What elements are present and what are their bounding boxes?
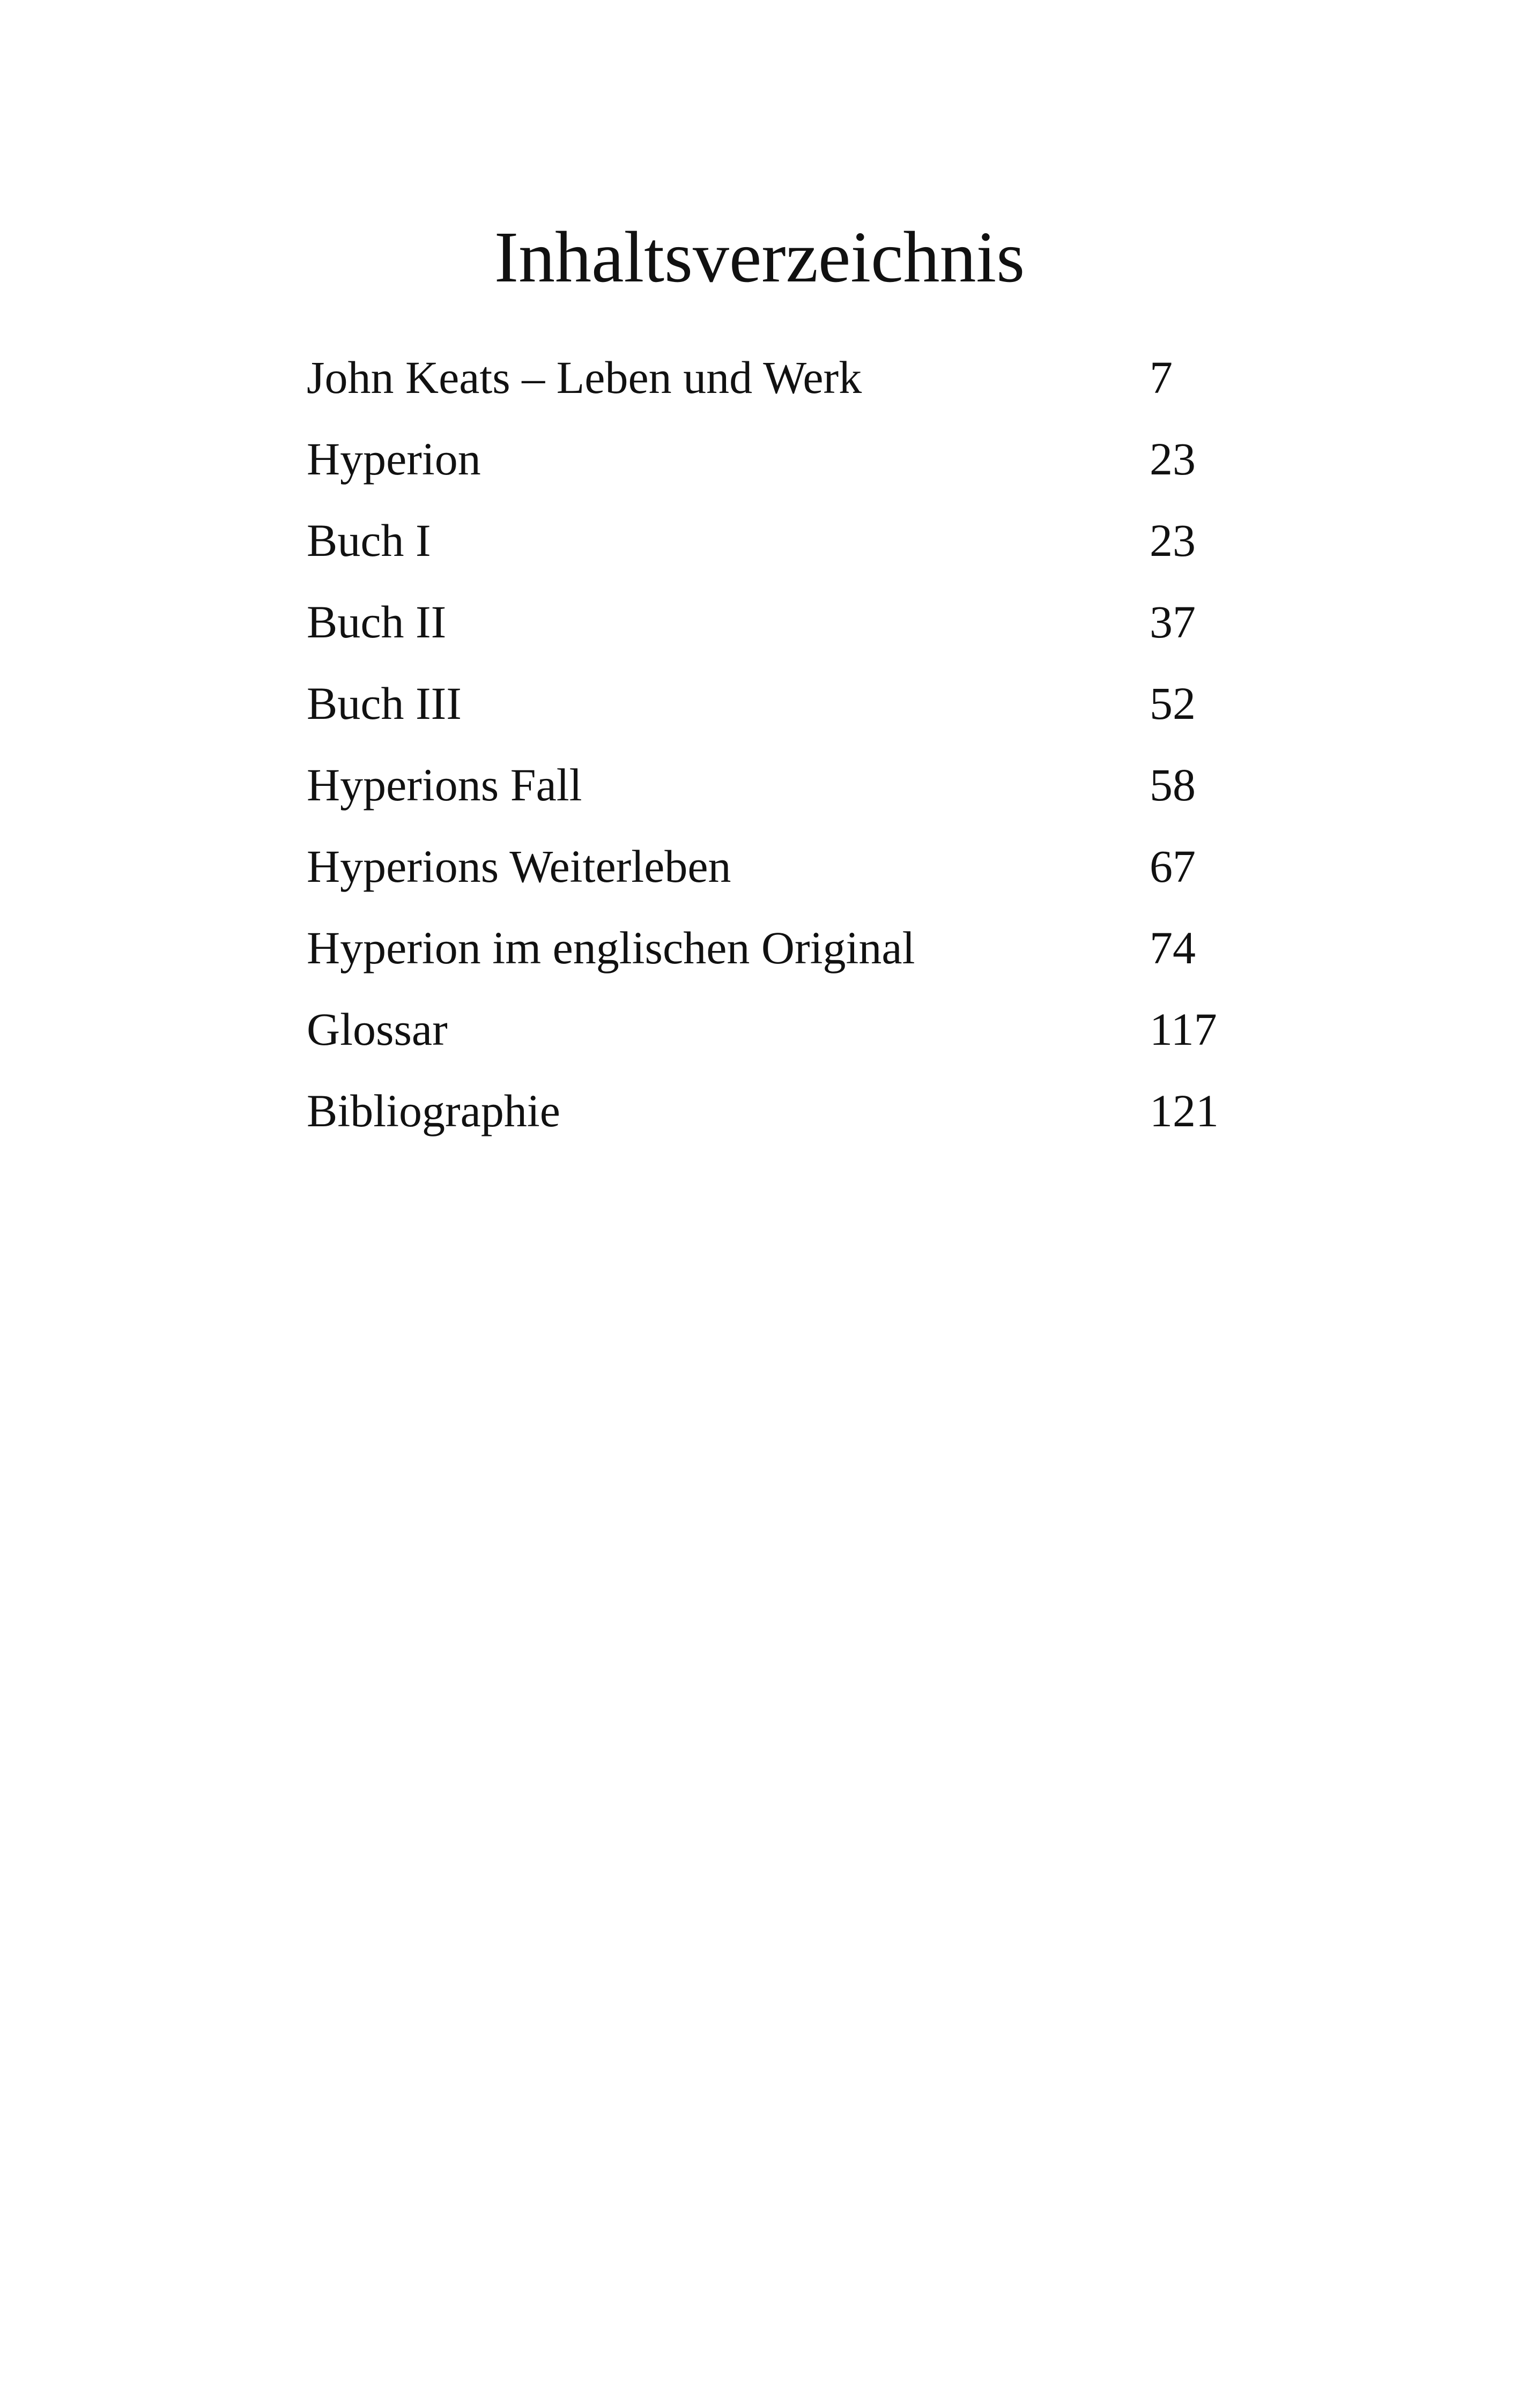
toc-entry-title: Buch III <box>307 678 462 729</box>
toc-entry <box>307 427 1272 508</box>
toc-entry-title: Hyperions Fall <box>307 759 582 811</box>
toc-entry-page-number: 74 <box>1150 922 1196 973</box>
toc-entry <box>307 345 1272 427</box>
toc-entry-page-number: 7 <box>1150 352 1173 403</box>
toc-entry-title: John Keats – Leben und Werk <box>307 352 862 403</box>
toc-entry <box>307 834 1272 916</box>
toc-entry-page-number: 58 <box>1150 759 1196 811</box>
toc-entry <box>307 916 1272 997</box>
toc-entry-title: Buch I <box>307 515 431 566</box>
toc-entry-page-number: 23 <box>1150 515 1196 566</box>
toc-entry-title: Hyperion im englischen Original <box>307 922 915 973</box>
toc-entry-title: Hyperions Weiterleben <box>307 841 731 892</box>
toc-entry-page-number: 67 <box>1150 841 1196 892</box>
page-title: Inhaltsverzeichnis <box>494 217 1025 298</box>
toc-entry-page-number: 37 <box>1150 596 1196 648</box>
toc-entry <box>307 508 1272 590</box>
toc-entry-page-number: 52 <box>1150 678 1196 729</box>
toc-entry <box>307 753 1272 834</box>
toc-entry <box>307 1079 1272 1160</box>
table-of-contents <box>307 345 1272 1160</box>
toc-entry-title: Buch II <box>307 596 447 648</box>
toc-entry-title: Glossar <box>307 1004 448 1055</box>
toc-entry-title: Hyperion <box>307 433 481 485</box>
toc-entry-page-number: 121 <box>1150 1085 1219 1136</box>
toc-entry-title: Bibliographie <box>307 1085 560 1136</box>
toc-entry <box>307 997 1272 1079</box>
toc-entry <box>307 590 1272 671</box>
toc-entry-page-number: 117 <box>1150 1004 1217 1055</box>
toc-entry <box>307 671 1272 753</box>
toc-entry-page-number: 23 <box>1150 433 1196 485</box>
